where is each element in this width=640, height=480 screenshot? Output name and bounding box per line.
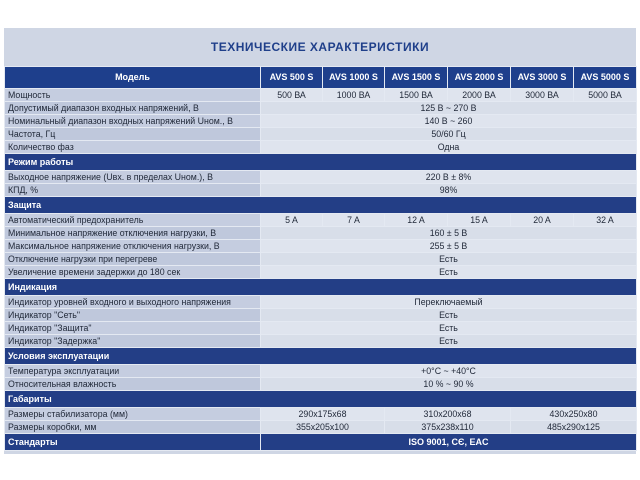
row-value: 430x250x80 [511, 408, 637, 421]
model-name: AVS 2000 S [448, 67, 511, 89]
row-value: 5000 ВА [574, 89, 637, 102]
row-value: 7 A [323, 214, 385, 227]
row-value: 10 % ~ 90 % [261, 378, 637, 391]
section-header [5, 279, 637, 296]
row-label: Индикатор "Сеть" [5, 309, 261, 322]
model-label: Модель [5, 67, 261, 89]
row-label: Увеличение времени задержки до 180 сек [5, 266, 261, 279]
model-name: AVS 1000 S [323, 67, 385, 89]
row-label: Минимальное напряжение отключения нагрузки, В [5, 227, 261, 240]
table-row [5, 184, 637, 197]
model-name: AVS 1500 S [385, 67, 448, 89]
table-row [5, 102, 637, 115]
table-row [5, 322, 637, 335]
table-row [5, 365, 637, 378]
table-row [5, 378, 637, 391]
row-label: Допустимый диапазон входных напряжений, В [5, 102, 261, 115]
row-label: Выходное напряжение (Uвх. в пределах Uном.), В [5, 171, 261, 184]
table-row [5, 266, 637, 279]
sheet-title: ТЕХНИЧЕСКИЕ ХАРАКТЕРИСТИКИ [210, 40, 430, 54]
row-label: Максимальное напряжение отключения нагрузки, В [5, 240, 261, 253]
row-value: Есть [261, 322, 637, 335]
table-row [5, 171, 637, 184]
table-row [5, 408, 637, 421]
row-value: 220 В ± 8% [261, 171, 637, 184]
row-label: Индикатор "Задержка" [5, 335, 261, 348]
row-value: 50/60 Гц [261, 128, 637, 141]
table-row [5, 128, 637, 141]
row-value: 500 ВА [261, 89, 323, 102]
row-value: 20 A [511, 214, 574, 227]
row-label: Количество фаз [5, 141, 261, 154]
row-label: Индикатор "Защита" [5, 322, 261, 335]
row-value: 255 ± 5 В [261, 240, 637, 253]
section-title: Индикация [5, 279, 637, 296]
section-title: Условия эксплуатации [5, 348, 637, 365]
row-value: 485x290x125 [511, 421, 637, 434]
row-value: 160 ± 5 В [261, 227, 637, 240]
row-label: Относительная влажность [5, 378, 261, 391]
row-value: Есть [261, 309, 637, 322]
table-row [5, 115, 637, 128]
standards-value: ISO 9001, CЄ, EAC [261, 434, 637, 451]
section-title: Защита [5, 197, 637, 214]
row-label: Индикатор уровней входного и выходного напряжения [5, 296, 261, 309]
table-row [5, 89, 637, 102]
row-label: Размеры коробки, мм [5, 421, 261, 434]
table-row [5, 214, 637, 227]
row-value: 310x200x68 [385, 408, 511, 421]
row-value: 355x205x100 [261, 421, 385, 434]
model-name: AVS 5000 S [574, 67, 637, 89]
table-row [5, 335, 637, 348]
row-value: Одна [261, 141, 637, 154]
row-label: КПД, % [5, 184, 261, 197]
section-header [5, 154, 637, 171]
row-value: Есть [261, 266, 637, 279]
row-label: Номинальный диапазон входных напряжений Uном., В [5, 115, 261, 128]
row-value: 98% [261, 184, 637, 197]
section-header [5, 348, 637, 365]
row-value: 1000 ВА [323, 89, 385, 102]
row-value: 140 В ~ 260 [261, 115, 637, 128]
row-label: Температура эксплуатации [5, 365, 261, 378]
section-title: Габариты [5, 391, 637, 408]
table-row [5, 141, 637, 154]
table-row [5, 309, 637, 322]
spec-table [4, 66, 637, 451]
row-value: 3000 ВА [511, 89, 574, 102]
row-value: Есть [261, 335, 637, 348]
row-value: 5 A [261, 214, 323, 227]
row-label: Мощность [5, 89, 261, 102]
table-row [5, 227, 637, 240]
model-name: AVS 500 S [261, 67, 323, 89]
table-row [5, 421, 637, 434]
section-header [5, 197, 637, 214]
table-row [5, 296, 637, 309]
section-header [5, 391, 637, 408]
spec-sheet [4, 28, 636, 454]
row-value: 375x238x110 [385, 421, 511, 434]
section-title: Стандарты [5, 434, 261, 451]
table-row [5, 253, 637, 266]
model-header-row [5, 67, 637, 89]
row-value: 2000 ВА [448, 89, 511, 102]
row-value: 125 В ~ 270 В [261, 102, 637, 115]
row-value: 12 A [385, 214, 448, 227]
section-title: Режим работы [5, 154, 637, 171]
row-value: 15 A [448, 214, 511, 227]
row-value: +0°С ~ +40°С [261, 365, 637, 378]
row-label: Размеры стабилизатора (мм) [5, 408, 261, 421]
row-label: Частота, Гц [5, 128, 261, 141]
table-row [5, 240, 637, 253]
standards-row [5, 434, 637, 451]
row-label: Автоматический предохранитель [5, 214, 261, 227]
row-value: 290x175x68 [261, 408, 385, 421]
row-value: 1500 ВА [385, 89, 448, 102]
row-value: Переключаемый [261, 296, 637, 309]
row-value: 32 A [574, 214, 637, 227]
row-value: Есть [261, 253, 637, 266]
row-label: Отключение нагрузки при перегреве [5, 253, 261, 266]
model-name: AVS 3000 S [511, 67, 574, 89]
